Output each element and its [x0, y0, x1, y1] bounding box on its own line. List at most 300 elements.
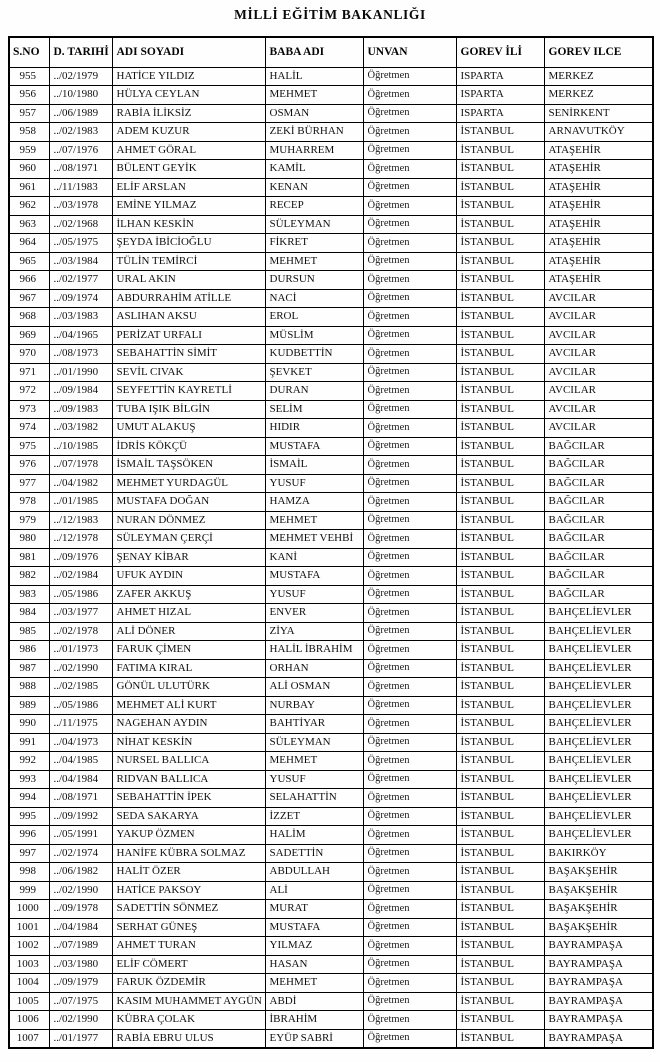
table-cell-unvan: Öğretmen: [363, 789, 456, 808]
table-cell-gorev-ilce: ATAŞEHİR: [544, 234, 653, 253]
table-cell-gorev-ili: İSTANBUL: [456, 511, 544, 530]
table-cell-unvan: Öğretmen: [363, 308, 456, 327]
table-row: [9, 215, 653, 234]
table-row: [9, 400, 653, 419]
table-cell-unvan: Öğretmen: [363, 863, 456, 882]
table-cell-unvan: Öğretmen: [363, 67, 456, 86]
table-body: [9, 67, 653, 1048]
table-cell-sno: 1001: [9, 918, 49, 937]
table-cell-adi-soyadi: İDRİS KÖKÇÜ: [112, 437, 265, 456]
table-cell-sno: 988: [9, 678, 49, 697]
table-cell-dogum-tarihi: ../11/1975: [49, 715, 112, 734]
table-cell-adi-soyadi: AHMET TURAN: [112, 937, 265, 956]
table-cell-sno: 998: [9, 863, 49, 882]
table-cell-dogum-tarihi: ../06/1982: [49, 863, 112, 882]
table-cell-gorev-ili: İSTANBUL: [456, 234, 544, 253]
table-cell-baba-adi: ŞEVKET: [265, 363, 363, 382]
table-cell-adi-soyadi: SEBAHATTİN SİMİT: [112, 345, 265, 364]
column-header-baba-adi: BABA ADI: [265, 37, 363, 67]
table-cell-gorev-ili: İSTANBUL: [456, 900, 544, 919]
table-cell-gorev-ili: İSTANBUL: [456, 974, 544, 993]
table-cell-adi-soyadi: KÜBRA ÇOLAK: [112, 1011, 265, 1030]
table-row: [9, 715, 653, 734]
table-cell-gorev-ili: İSTANBUL: [456, 678, 544, 697]
table-cell-gorev-ili: İSTANBUL: [456, 215, 544, 234]
table-cell-adi-soyadi: KASIM MUHAMMET AYGÜN: [112, 992, 265, 1011]
table-cell-gorev-ili: İSTANBUL: [456, 604, 544, 623]
table-cell-baba-adi: MEHMET: [265, 86, 363, 105]
table-cell-gorev-ilce: AVCILAR: [544, 289, 653, 308]
table-cell-gorev-ilce: ARNAVUTKÖY: [544, 123, 653, 142]
table-cell-unvan: Öğretmen: [363, 197, 456, 216]
table-cell-dogum-tarihi: ../07/1976: [49, 141, 112, 160]
table-cell-gorev-ili: İSTANBUL: [456, 382, 544, 401]
column-header-gorev-ilce: GOREV ILCE: [544, 37, 653, 67]
table-row: [9, 807, 653, 826]
table-cell-sno: 1006: [9, 1011, 49, 1030]
table-row: [9, 530, 653, 549]
table-cell-dogum-tarihi: ../04/1985: [49, 752, 112, 771]
table-cell-gorev-ilce: BAĞCILAR: [544, 548, 653, 567]
table-cell-sno: 983: [9, 585, 49, 604]
table-row: [9, 234, 653, 253]
table-cell-baba-adi: HALİL İBRAHİM: [265, 641, 363, 660]
table-cell-unvan: Öğretmen: [363, 696, 456, 715]
table-cell-sno: 1003: [9, 955, 49, 974]
table-cell-sno: 958: [9, 123, 49, 142]
table-cell-adi-soyadi: GÖNÜL ULUTÜRK: [112, 678, 265, 697]
table-cell-gorev-ilce: MERKEZ: [544, 67, 653, 86]
table-cell-adi-soyadi: ELİF ARSLAN: [112, 178, 265, 197]
table-cell-unvan: Öğretmen: [363, 215, 456, 234]
page-title: MİLLİ EĞİTİM BAKANLIĞI: [234, 7, 426, 22]
table-cell-unvan: Öğretmen: [363, 548, 456, 567]
table-cell-unvan: Öğretmen: [363, 123, 456, 142]
table-cell-sno: 987: [9, 659, 49, 678]
table-cell-gorev-ili: İSTANBUL: [456, 419, 544, 438]
table-cell-gorev-ilce: ATAŞEHİR: [544, 197, 653, 216]
table-row: [9, 382, 653, 401]
table-row: [9, 289, 653, 308]
table-cell-baba-adi: HAMZA: [265, 493, 363, 512]
table-cell-baba-adi: YUSUF: [265, 474, 363, 493]
table-row: [9, 326, 653, 345]
table-cell-gorev-ili: İSTANBUL: [456, 715, 544, 734]
table-cell-unvan: Öğretmen: [363, 363, 456, 382]
table-cell-gorev-ili: İSTANBUL: [456, 567, 544, 586]
table-cell-sno: 999: [9, 881, 49, 900]
table-row: [9, 770, 653, 789]
table-cell-adi-soyadi: ZAFER AKKUŞ: [112, 585, 265, 604]
table-row: [9, 992, 653, 1011]
table-cell-dogum-tarihi: ../02/1983: [49, 123, 112, 142]
table-cell-gorev-ilce: BAĞCILAR: [544, 585, 653, 604]
table-cell-dogum-tarihi: ../02/1990: [49, 881, 112, 900]
table-row: [9, 937, 653, 956]
table-cell-adi-soyadi: NURAN DÖNMEZ: [112, 511, 265, 530]
table-cell-unvan: Öğretmen: [363, 160, 456, 179]
table-cell-unvan: Öğretmen: [363, 86, 456, 105]
table-cell-baba-adi: MEHMET: [265, 752, 363, 771]
table-cell-sno: 992: [9, 752, 49, 771]
table-cell-gorev-ili: İSTANBUL: [456, 141, 544, 160]
table-cell-gorev-ilce: BAHÇELİEVLER: [544, 678, 653, 697]
table-cell-dogum-tarihi: ../01/1990: [49, 363, 112, 382]
table-cell-gorev-ili: İSTANBUL: [456, 1011, 544, 1030]
table-cell-gorev-ili: İSTANBUL: [456, 659, 544, 678]
table-row: [9, 437, 653, 456]
table-row: [9, 826, 653, 845]
column-header-sno: S.NO: [9, 37, 49, 67]
table-cell-gorev-ili: ISPARTA: [456, 67, 544, 86]
table-cell-sno: 971: [9, 363, 49, 382]
table-cell-gorev-ili: İSTANBUL: [456, 585, 544, 604]
table-cell-unvan: Öğretmen: [363, 567, 456, 586]
table-row: [9, 567, 653, 586]
table-cell-dogum-tarihi: ../02/1984: [49, 567, 112, 586]
table-cell-dogum-tarihi: ../10/1980: [49, 86, 112, 105]
table-cell-sno: 991: [9, 733, 49, 752]
table-row: [9, 456, 653, 475]
table-cell-baba-adi: OSMAN: [265, 104, 363, 123]
table-cell-unvan: Öğretmen: [363, 937, 456, 956]
table-cell-adi-soyadi: UMUT ALAKUŞ: [112, 419, 265, 438]
table-cell-sno: 956: [9, 86, 49, 105]
table-cell-baba-adi: HALİL: [265, 67, 363, 86]
table-cell-sno: 997: [9, 844, 49, 863]
table-cell-gorev-ilce: BAĞCILAR: [544, 567, 653, 586]
table-cell-gorev-ili: İSTANBUL: [456, 807, 544, 826]
table-cell-sno: 964: [9, 234, 49, 253]
table-cell-dogum-tarihi: ../09/1992: [49, 807, 112, 826]
table-cell-gorev-ilce: BAHÇELİEVLER: [544, 622, 653, 641]
table-cell-dogum-tarihi: ../01/1973: [49, 641, 112, 660]
table-cell-unvan: Öğretmen: [363, 955, 456, 974]
table-cell-gorev-ili: İSTANBUL: [456, 992, 544, 1011]
table-cell-gorev-ili: İSTANBUL: [456, 493, 544, 512]
table-cell-baba-adi: HASAN: [265, 955, 363, 974]
table-cell-gorev-ili: İSTANBUL: [456, 123, 544, 142]
table-cell-gorev-ilce: BAYRAMPAŞA: [544, 992, 653, 1011]
table-cell-gorev-ili: İSTANBUL: [456, 160, 544, 179]
table-cell-gorev-ilce: BAYRAMPAŞA: [544, 937, 653, 956]
table-cell-baba-adi: ABDİ: [265, 992, 363, 1011]
table-cell-gorev-ili: İSTANBUL: [456, 456, 544, 475]
table-cell-dogum-tarihi: ../09/1983: [49, 400, 112, 419]
table-cell-adi-soyadi: İLHAN KESKİN: [112, 215, 265, 234]
table-cell-gorev-ili: İSTANBUL: [456, 437, 544, 456]
table-row: [9, 1029, 653, 1048]
table-cell-unvan: Öğretmen: [363, 585, 456, 604]
table-cell-gorev-ili: İSTANBUL: [456, 881, 544, 900]
table-cell-unvan: Öğretmen: [363, 807, 456, 826]
table-cell-dogum-tarihi: ../02/1985: [49, 678, 112, 697]
table-cell-sno: 968: [9, 308, 49, 327]
table-cell-baba-adi: DURAN: [265, 382, 363, 401]
table-cell-gorev-ili: İSTANBUL: [456, 733, 544, 752]
table-cell-unvan: Öğretmen: [363, 622, 456, 641]
table-cell-unvan: Öğretmen: [363, 419, 456, 438]
table-row: [9, 271, 653, 290]
table-cell-baba-adi: NURBAY: [265, 696, 363, 715]
table-cell-adi-soyadi: FARUK ÇİMEN: [112, 641, 265, 660]
table-cell-baba-adi: BAHTİYAR: [265, 715, 363, 734]
table-cell-sno: 972: [9, 382, 49, 401]
table-cell-dogum-tarihi: ../02/1968: [49, 215, 112, 234]
table-cell-gorev-ilce: BAHÇELİEVLER: [544, 715, 653, 734]
table-row: [9, 696, 653, 715]
table-cell-baba-adi: KENAN: [265, 178, 363, 197]
table-cell-unvan: Öğretmen: [363, 141, 456, 160]
table-cell-unvan: Öğretmen: [363, 715, 456, 734]
table-cell-gorev-ilce: BAHÇELİEVLER: [544, 659, 653, 678]
table-cell-adi-soyadi: SADETTİN SÖNMEZ: [112, 900, 265, 919]
table-cell-baba-adi: EYÜP SABRİ: [265, 1029, 363, 1048]
table-row: [9, 141, 653, 160]
table-cell-adi-soyadi: HANİFE KÜBRA SOLMAZ: [112, 844, 265, 863]
table-cell-gorev-ilce: AVCILAR: [544, 400, 653, 419]
table-cell-baba-adi: ENVER: [265, 604, 363, 623]
table-cell-gorev-ili: İSTANBUL: [456, 271, 544, 290]
table-cell-adi-soyadi: İSMAİL TAŞSÖKEN: [112, 456, 265, 475]
table-cell-gorev-ili: İSTANBUL: [456, 345, 544, 364]
table-cell-baba-adi: DURSUN: [265, 271, 363, 290]
table-row: [9, 863, 653, 882]
table-cell-sno: 959: [9, 141, 49, 160]
table-cell-gorev-ilce: BAHÇELİEVLER: [544, 641, 653, 660]
personnel-table: [8, 36, 654, 1049]
table-cell-gorev-ilce: BAŞAKŞEHİR: [544, 900, 653, 919]
table-cell-dogum-tarihi: ../02/1974: [49, 844, 112, 863]
table-cell-unvan: Öğretmen: [363, 1011, 456, 1030]
table-row: [9, 900, 653, 919]
table-cell-sno: 984: [9, 604, 49, 623]
table-cell-adi-soyadi: ELİF CÖMERT: [112, 955, 265, 974]
table-cell-gorev-ilce: BAĞCILAR: [544, 437, 653, 456]
table-cell-adi-soyadi: SEDA SAKARYA: [112, 807, 265, 826]
table-row: [9, 86, 653, 105]
table-cell-unvan: Öğretmen: [363, 752, 456, 771]
table-cell-adi-soyadi: UFUK AYDIN: [112, 567, 265, 586]
table-cell-sno: 1004: [9, 974, 49, 993]
table-cell-gorev-ilce: BAHÇELİEVLER: [544, 770, 653, 789]
table-cell-gorev-ilce: BAHÇELİEVLER: [544, 807, 653, 826]
table-cell-dogum-tarihi: ../05/1975: [49, 234, 112, 253]
table-cell-adi-soyadi: NİHAT KESKİN: [112, 733, 265, 752]
table-cell-dogum-tarihi: ../03/1978: [49, 197, 112, 216]
table-cell-gorev-ili: İSTANBUL: [456, 530, 544, 549]
table-cell-sno: 962: [9, 197, 49, 216]
table-cell-adi-soyadi: BÜLENT GEYİK: [112, 160, 265, 179]
table-cell-gorev-ili: İSTANBUL: [456, 918, 544, 937]
table-cell-unvan: Öğretmen: [363, 511, 456, 530]
table-cell-unvan: Öğretmen: [363, 345, 456, 364]
table-cell-adi-soyadi: ADEM KUZUR: [112, 123, 265, 142]
table-cell-dogum-tarihi: ../05/1986: [49, 696, 112, 715]
table-cell-adi-soyadi: MUSTAFA DOĞAN: [112, 493, 265, 512]
table-cell-baba-adi: ALİ OSMAN: [265, 678, 363, 697]
table-cell-gorev-ilce: ATAŞEHİR: [544, 178, 653, 197]
table-cell-sno: 989: [9, 696, 49, 715]
table-cell-dogum-tarihi: ../11/1983: [49, 178, 112, 197]
table-cell-gorev-ili: İSTANBUL: [456, 696, 544, 715]
table-cell-adi-soyadi: ABDURRAHİM ATİLLE: [112, 289, 265, 308]
table-cell-sno: 982: [9, 567, 49, 586]
table-cell-unvan: Öğretmen: [363, 604, 456, 623]
table-cell-baba-adi: SELAHATTİN: [265, 789, 363, 808]
table-cell-dogum-tarihi: ../04/1973: [49, 733, 112, 752]
table-cell-adi-soyadi: HATİCE YILDIZ: [112, 67, 265, 86]
table-cell-gorev-ili: İSTANBUL: [456, 826, 544, 845]
table-row: [9, 511, 653, 530]
column-header-gorev-ili: GOREV İLİ: [456, 37, 544, 67]
table-cell-baba-adi: ZEKİ BÜRHAN: [265, 123, 363, 142]
table-cell-adi-soyadi: AHMET GÖRAL: [112, 141, 265, 160]
table-cell-baba-adi: YUSUF: [265, 585, 363, 604]
table-cell-unvan: Öğretmen: [363, 289, 456, 308]
table-cell-baba-adi: İSMAİL: [265, 456, 363, 475]
table-cell-gorev-ilce: ATAŞEHİR: [544, 252, 653, 271]
table-cell-sno: 955: [9, 67, 49, 86]
table-row: [9, 622, 653, 641]
table-cell-unvan: Öğretmen: [363, 437, 456, 456]
table-row: [9, 659, 653, 678]
table-cell-dogum-tarihi: ../09/1984: [49, 382, 112, 401]
table-cell-adi-soyadi: HÜLYA CEYLAN: [112, 86, 265, 105]
table-cell-gorev-ili: İSTANBUL: [456, 622, 544, 641]
table-cell-adi-soyadi: SÜLEYMAN ÇERÇİ: [112, 530, 265, 549]
table-cell-baba-adi: MURAT: [265, 900, 363, 919]
table-cell-dogum-tarihi: ../12/1978: [49, 530, 112, 549]
table-cell-gorev-ilce: BAYRAMPAŞA: [544, 974, 653, 993]
table-cell-dogum-tarihi: ../07/1989: [49, 937, 112, 956]
table-cell-dogum-tarihi: ../02/1990: [49, 1011, 112, 1030]
table-cell-sno: 973: [9, 400, 49, 419]
table-row: [9, 160, 653, 179]
table-cell-gorev-ilce: BAYRAMPAŞA: [544, 1011, 653, 1030]
table-row: [9, 252, 653, 271]
table-cell-sno: 979: [9, 511, 49, 530]
table-cell-adi-soyadi: SEYFETTİN KAYRETLİ: [112, 382, 265, 401]
table-cell-unvan: Öğretmen: [363, 659, 456, 678]
table-cell-baba-adi: HALİM: [265, 826, 363, 845]
table-cell-gorev-ilce: BAYRAMPAŞA: [544, 1029, 653, 1048]
table-row: [9, 67, 653, 86]
table-cell-gorev-ili: İSTANBUL: [456, 641, 544, 660]
table-row: [9, 123, 653, 142]
table-cell-gorev-ilce: BAĞCILAR: [544, 456, 653, 475]
table-row: [9, 604, 653, 623]
table-cell-unvan: Öğretmen: [363, 733, 456, 752]
table-cell-adi-soyadi: URAL AKIN: [112, 271, 265, 290]
table-cell-dogum-tarihi: ../02/1979: [49, 67, 112, 86]
table-row: [9, 955, 653, 974]
table-cell-gorev-ili: İSTANBUL: [456, 770, 544, 789]
table-cell-baba-adi: MUSTAFA: [265, 567, 363, 586]
table-cell-gorev-ili: İSTANBUL: [456, 326, 544, 345]
table-cell-gorev-ili: İSTANBUL: [456, 789, 544, 808]
table-cell-gorev-ili: İSTANBUL: [456, 844, 544, 863]
table-cell-unvan: Öğretmen: [363, 918, 456, 937]
column-header-unvan: UNVAN: [363, 37, 456, 67]
table-cell-dogum-tarihi: ../07/1978: [49, 456, 112, 475]
table-cell-unvan: Öğretmen: [363, 770, 456, 789]
table-cell-sno: 965: [9, 252, 49, 271]
table-cell-unvan: Öğretmen: [363, 493, 456, 512]
table-cell-baba-adi: MEHMET: [265, 511, 363, 530]
table-cell-adi-soyadi: HATİCE PAKSOY: [112, 881, 265, 900]
table-cell-baba-adi: MUSTAFA: [265, 918, 363, 937]
table-cell-unvan: Öğretmen: [363, 104, 456, 123]
table-row: [9, 493, 653, 512]
table-cell-sno: 976: [9, 456, 49, 475]
table-cell-dogum-tarihi: ../03/1977: [49, 604, 112, 623]
table-row: [9, 918, 653, 937]
table-row: [9, 345, 653, 364]
table-cell-sno: 975: [9, 437, 49, 456]
table-cell-unvan: Öğretmen: [363, 900, 456, 919]
table-cell-sno: 985: [9, 622, 49, 641]
table-cell-dogum-tarihi: ../03/1983: [49, 308, 112, 327]
table-cell-gorev-ilce: AVCILAR: [544, 382, 653, 401]
table-cell-sno: 993: [9, 770, 49, 789]
table-cell-baba-adi: ABDULLAH: [265, 863, 363, 882]
table-cell-unvan: Öğretmen: [363, 678, 456, 697]
table-cell-gorev-ili: İSTANBUL: [456, 937, 544, 956]
table-cell-dogum-tarihi: ../03/1982: [49, 419, 112, 438]
table-cell-dogum-tarihi: ../07/1975: [49, 992, 112, 1011]
table-cell-gorev-ilce: SENİRKENT: [544, 104, 653, 123]
table-cell-unvan: Öğretmen: [363, 271, 456, 290]
table-row: [9, 733, 653, 752]
table-cell-adi-soyadi: AHMET HIZAL: [112, 604, 265, 623]
table-cell-adi-soyadi: MEHMET YURDAGÜL: [112, 474, 265, 493]
table-cell-dogum-tarihi: ../04/1982: [49, 474, 112, 493]
table-cell-sno: 1005: [9, 992, 49, 1011]
table-row: [9, 844, 653, 863]
table-cell-unvan: Öğretmen: [363, 474, 456, 493]
table-cell-sno: 1000: [9, 900, 49, 919]
table-cell-baba-adi: MUSTAFA: [265, 437, 363, 456]
table-cell-gorev-ili: İSTANBUL: [456, 548, 544, 567]
table-cell-sno: 977: [9, 474, 49, 493]
table-cell-adi-soyadi: ALİ DÖNER: [112, 622, 265, 641]
table-cell-dogum-tarihi: ../10/1985: [49, 437, 112, 456]
table-cell-gorev-ili: İSTANBUL: [456, 363, 544, 382]
table-cell-gorev-ilce: AVCILAR: [544, 363, 653, 382]
table-cell-adi-soyadi: SEBAHATTİN İPEK: [112, 789, 265, 808]
table-row: [9, 678, 653, 697]
table-row: [9, 585, 653, 604]
table-cell-gorev-ilce: AVCILAR: [544, 419, 653, 438]
table-cell-gorev-ili: İSTANBUL: [456, 308, 544, 327]
table-cell-gorev-ili: İSTANBUL: [456, 752, 544, 771]
table-cell-adi-soyadi: FATIMA KIRAL: [112, 659, 265, 678]
table-cell-gorev-ilce: BAHÇELİEVLER: [544, 733, 653, 752]
table-cell-gorev-ili: ISPARTA: [456, 104, 544, 123]
table-cell-baba-adi: YILMAZ: [265, 937, 363, 956]
table-cell-gorev-ili: İSTANBUL: [456, 178, 544, 197]
table-row: [9, 363, 653, 382]
table-row: [9, 752, 653, 771]
table-cell-unvan: Öğretmen: [363, 1029, 456, 1048]
table-cell-sno: 963: [9, 215, 49, 234]
table-cell-sno: 996: [9, 826, 49, 845]
table-cell-adi-soyadi: EMİNE YILMAZ: [112, 197, 265, 216]
table-cell-gorev-ilce: AVCILAR: [544, 326, 653, 345]
table-cell-unvan: Öğretmen: [363, 641, 456, 660]
table-cell-sno: 961: [9, 178, 49, 197]
